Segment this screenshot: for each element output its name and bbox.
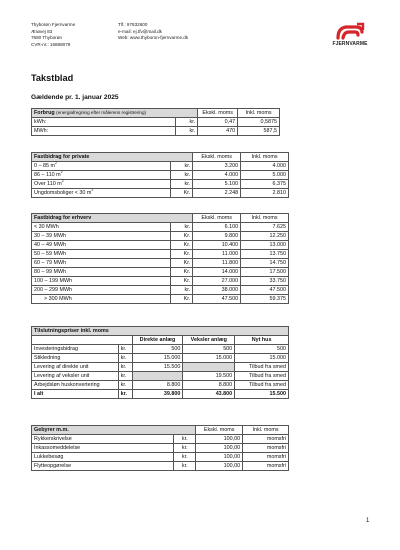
- company-name: Thyborøn Fjernvarme: [31, 22, 76, 27]
- contact-email: e-mail: ej.tfv@mail.dk: [118, 28, 162, 34]
- blank-cell: [32, 336, 133, 345]
- page-number: 1: [366, 518, 370, 524]
- forbrug-heading: Forbrug: [34, 110, 55, 116]
- row-in: 2.810: [241, 189, 289, 198]
- row-in: 4.000: [241, 162, 289, 171]
- col-header-ex: Ekskl. moms: [193, 153, 241, 162]
- row-unit: Kr.: [171, 250, 193, 259]
- company-logo: [330, 22, 370, 48]
- row-unit: kr.: [171, 286, 193, 295]
- forbrug-table: [31, 108, 280, 136]
- table-row: [32, 268, 289, 277]
- row-unit: kr.: [118, 381, 132, 390]
- row-label: Stikledning: [32, 354, 119, 363]
- tilslutning-heading: Tilslutningspriser inkl. moms: [32, 327, 289, 336]
- row-ex: 14.000: [193, 268, 241, 277]
- row-ex: 4.000: [193, 171, 241, 180]
- table-row: [32, 372, 289, 381]
- row-label: kWh:: [32, 118, 176, 127]
- total-direkte: 39.800: [132, 390, 183, 399]
- row-in: 13.000: [241, 241, 289, 250]
- row-label: 60 – 79 MWh: [32, 259, 171, 268]
- row-unit: kr.: [174, 462, 196, 471]
- row-ex: 11.800: [193, 259, 241, 268]
- table-row: [32, 241, 289, 250]
- flame-logo-icon: [330, 22, 370, 41]
- row-nyt: Tilbud fra smed: [235, 372, 289, 381]
- tilslutning-table: [31, 326, 289, 399]
- fastbidrag-erhverv-heading: Fastbidrag for erhverv: [32, 214, 193, 223]
- row-in: momsfri: [243, 453, 289, 462]
- table-row: [32, 250, 289, 259]
- company-cvr: CVR-nr.: 16888079: [31, 42, 71, 48]
- row-in: 5.000: [241, 171, 289, 180]
- row-in: 12.250: [241, 232, 289, 241]
- row-direkte: 15.000: [132, 354, 183, 363]
- row-in: momsfri: [243, 435, 289, 444]
- row-veksler: 19.500: [183, 372, 235, 381]
- table-subheader-row: [32, 336, 289, 345]
- company-address: Ærøvej 83: [31, 28, 53, 34]
- row-label: Levering af direkte unit: [32, 363, 119, 372]
- fastbidrag-private-heading: Fastbidrag for private: [32, 153, 193, 162]
- table-row: [32, 223, 289, 232]
- row-in: momsfri: [243, 444, 289, 453]
- row-direkte: [132, 372, 183, 381]
- row-label: Levering af veksler unit: [32, 372, 119, 381]
- row-direkte: 8.800: [132, 381, 183, 390]
- row-in: 0,5875: [238, 118, 280, 127]
- row-in: 14.750: [241, 259, 289, 268]
- row-ex: 38.000: [193, 286, 241, 295]
- row-unit: kr.: [171, 171, 193, 180]
- page-subtitle: Gældende pr. 1. januar 2025: [31, 94, 119, 101]
- row-label: 50 – 59 MWh: [32, 250, 171, 259]
- row-ex: 100,00: [196, 435, 243, 444]
- row-in: 59.375: [241, 295, 289, 304]
- col-header-in: Inkl. moms: [241, 153, 289, 162]
- table-row: [32, 118, 280, 127]
- row-ex: 470: [198, 127, 238, 136]
- col-header-ex: Ekskl. moms: [193, 214, 241, 223]
- row-unit: Kr.: [171, 189, 193, 198]
- row-label: Lukkebesøg: [32, 453, 174, 462]
- row-unit: kr.: [118, 363, 132, 372]
- row-label: 200 – 299 MWh: [32, 286, 171, 295]
- table-header-row: [32, 426, 289, 435]
- row-ex: 9.800: [193, 232, 241, 241]
- row-direkte: 15.500: [132, 363, 183, 372]
- row-unit: kr.: [118, 372, 132, 381]
- row-label: 0 – 85 $m^2$: [32, 162, 171, 171]
- table-row: [32, 286, 289, 295]
- col-header-ex: Ekskl. moms: [198, 109, 238, 118]
- row-label: 80 – 99 MWh: [32, 268, 171, 277]
- row-unit: kr.: [171, 180, 193, 189]
- row-in: 7.625: [241, 223, 289, 232]
- table-total-row: [32, 390, 289, 399]
- row-unit: Kr.: [171, 232, 193, 241]
- table-row: [32, 363, 289, 372]
- row-veksler: 500: [183, 345, 235, 354]
- row-unit: Kr.: [171, 241, 193, 250]
- row-unit: kr.: [176, 118, 198, 127]
- table-row: [32, 354, 289, 363]
- row-in: 6.375: [241, 180, 289, 189]
- page-title: Takstblad: [31, 73, 74, 83]
- table-row: [32, 189, 289, 198]
- row-nyt: 500: [235, 345, 289, 354]
- gebyrer-table: [31, 425, 289, 471]
- company-city: 7680 Thyborøn: [31, 35, 63, 41]
- col-header-in: Inkl. moms: [241, 214, 289, 223]
- row-unit: kr.: [176, 127, 198, 136]
- row-label: Flytteopgørelse: [32, 462, 174, 471]
- row-unit: kr.: [118, 345, 132, 354]
- contact-web: Web: www.thyboron-fjernvarme.dk: [118, 35, 189, 41]
- row-label: MWh:: [32, 127, 176, 136]
- row-label: Arbejdsløn huskonvertering: [32, 381, 119, 390]
- row-label: Over 110 $m^2$: [32, 180, 171, 189]
- total-label: I alt: [32, 390, 119, 399]
- row-in: 17.500: [241, 268, 289, 277]
- row-unit: Kr.: [171, 295, 193, 304]
- row-label: 100 – 199 MWh: [32, 277, 171, 286]
- row-in: 47.500: [241, 286, 289, 295]
- row-label: > 300 MWh: [32, 295, 171, 304]
- contact-phone: Tlf.: 97832600: [118, 22, 148, 27]
- row-label: Investeringsbidrag: [32, 345, 119, 354]
- table-row: [32, 162, 289, 171]
- forbrug-heading-cell: [32, 109, 198, 118]
- table-row: [32, 295, 289, 304]
- table-row: [32, 444, 289, 453]
- row-unit: Kr.: [171, 259, 193, 268]
- row-in: 13.750: [241, 250, 289, 259]
- row-label: < 30 MWh: [32, 223, 171, 232]
- row-label: Ungdomsboliger < 30 $m^2$: [32, 189, 171, 198]
- row-label: 30 – 39 MWh: [32, 232, 171, 241]
- table-row: [32, 345, 289, 354]
- row-unit: kr.: [174, 435, 196, 444]
- fastbidrag-erhverv-table: [31, 213, 289, 304]
- table-row: [32, 453, 289, 462]
- row-unit: kr.: [171, 223, 193, 232]
- row-in: momsfri: [243, 462, 289, 471]
- row-ex: 100,00: [196, 453, 243, 462]
- row-veksler: 8.800: [183, 381, 235, 390]
- col-header-direkte: Direkte anlæg: [132, 336, 183, 345]
- row-label: Inkassomeddelelse: [32, 444, 174, 453]
- table-row: [32, 462, 289, 471]
- row-direkte: 500: [132, 345, 183, 354]
- row-in: 587,5: [238, 127, 280, 136]
- col-header-in: Inkl. moms: [243, 426, 289, 435]
- row-nyt: 15.000: [235, 354, 289, 363]
- table-row: [32, 171, 289, 180]
- row-unit: kr.: [174, 453, 196, 462]
- row-nyt: Tilbud fra smed: [235, 363, 289, 372]
- row-ex: 2.248: [193, 189, 241, 198]
- table-header-row: [32, 214, 289, 223]
- col-header-veksler: Veksler anlæg: [183, 336, 235, 345]
- logo-text: FJERNVARME: [332, 41, 368, 47]
- row-veksler: 15.000: [183, 354, 235, 363]
- row-ex: 3.200: [193, 162, 241, 171]
- total-unit: kr.: [118, 390, 132, 399]
- row-ex: 47.500: [193, 295, 241, 304]
- table-row: [32, 381, 289, 390]
- table-header-row: [32, 327, 289, 336]
- table-header-row: [32, 109, 280, 118]
- row-label: 40 – 49 MWh: [32, 241, 171, 250]
- row-unit: kr.: [174, 444, 196, 453]
- row-unit: Kr.: [171, 268, 193, 277]
- table-row: [32, 277, 289, 286]
- total-veksler: 43.800: [183, 390, 235, 399]
- row-label: Rykkerskrivelse: [32, 435, 174, 444]
- row-ex: 6.100: [193, 223, 241, 232]
- contact-info: [118, 22, 188, 42]
- row-in: 33.750: [241, 277, 289, 286]
- gebyrer-heading: Gebyrer m.m.: [32, 426, 196, 435]
- row-ex: 0,47: [198, 118, 238, 127]
- row-ex: 100,00: [196, 462, 243, 471]
- row-ex: 11.000: [193, 250, 241, 259]
- table-row: [32, 180, 289, 189]
- forbrug-note: (energiafregning efter målerens registrering): [56, 110, 147, 115]
- col-header-ex: Ekskl. moms: [196, 426, 243, 435]
- row-veksler: [183, 363, 235, 372]
- row-ex: 27.000: [193, 277, 241, 286]
- row-ex: 100,00: [196, 444, 243, 453]
- row-nyt: Tilbud fra smed: [235, 381, 289, 390]
- table-row: [32, 435, 289, 444]
- table-row: [32, 127, 280, 136]
- row-unit: kr.: [118, 354, 132, 363]
- table-row: [32, 232, 289, 241]
- company-info: [31, 22, 75, 49]
- total-nyt: 15.500: [235, 390, 289, 399]
- row-ex: 5.100: [193, 180, 241, 189]
- col-header-in: Inkl. moms: [238, 109, 280, 118]
- row-unit: kr.: [171, 162, 193, 171]
- fastbidrag-private-table: [31, 152, 289, 198]
- table-row: [32, 259, 289, 268]
- col-header-nyt: Nyt hus: [235, 336, 289, 345]
- row-ex: 10.400: [193, 241, 241, 250]
- row-unit: Kr.: [171, 277, 193, 286]
- row-label: 86 – 110 $m^2$: [32, 171, 171, 180]
- table-header-row: [32, 153, 289, 162]
